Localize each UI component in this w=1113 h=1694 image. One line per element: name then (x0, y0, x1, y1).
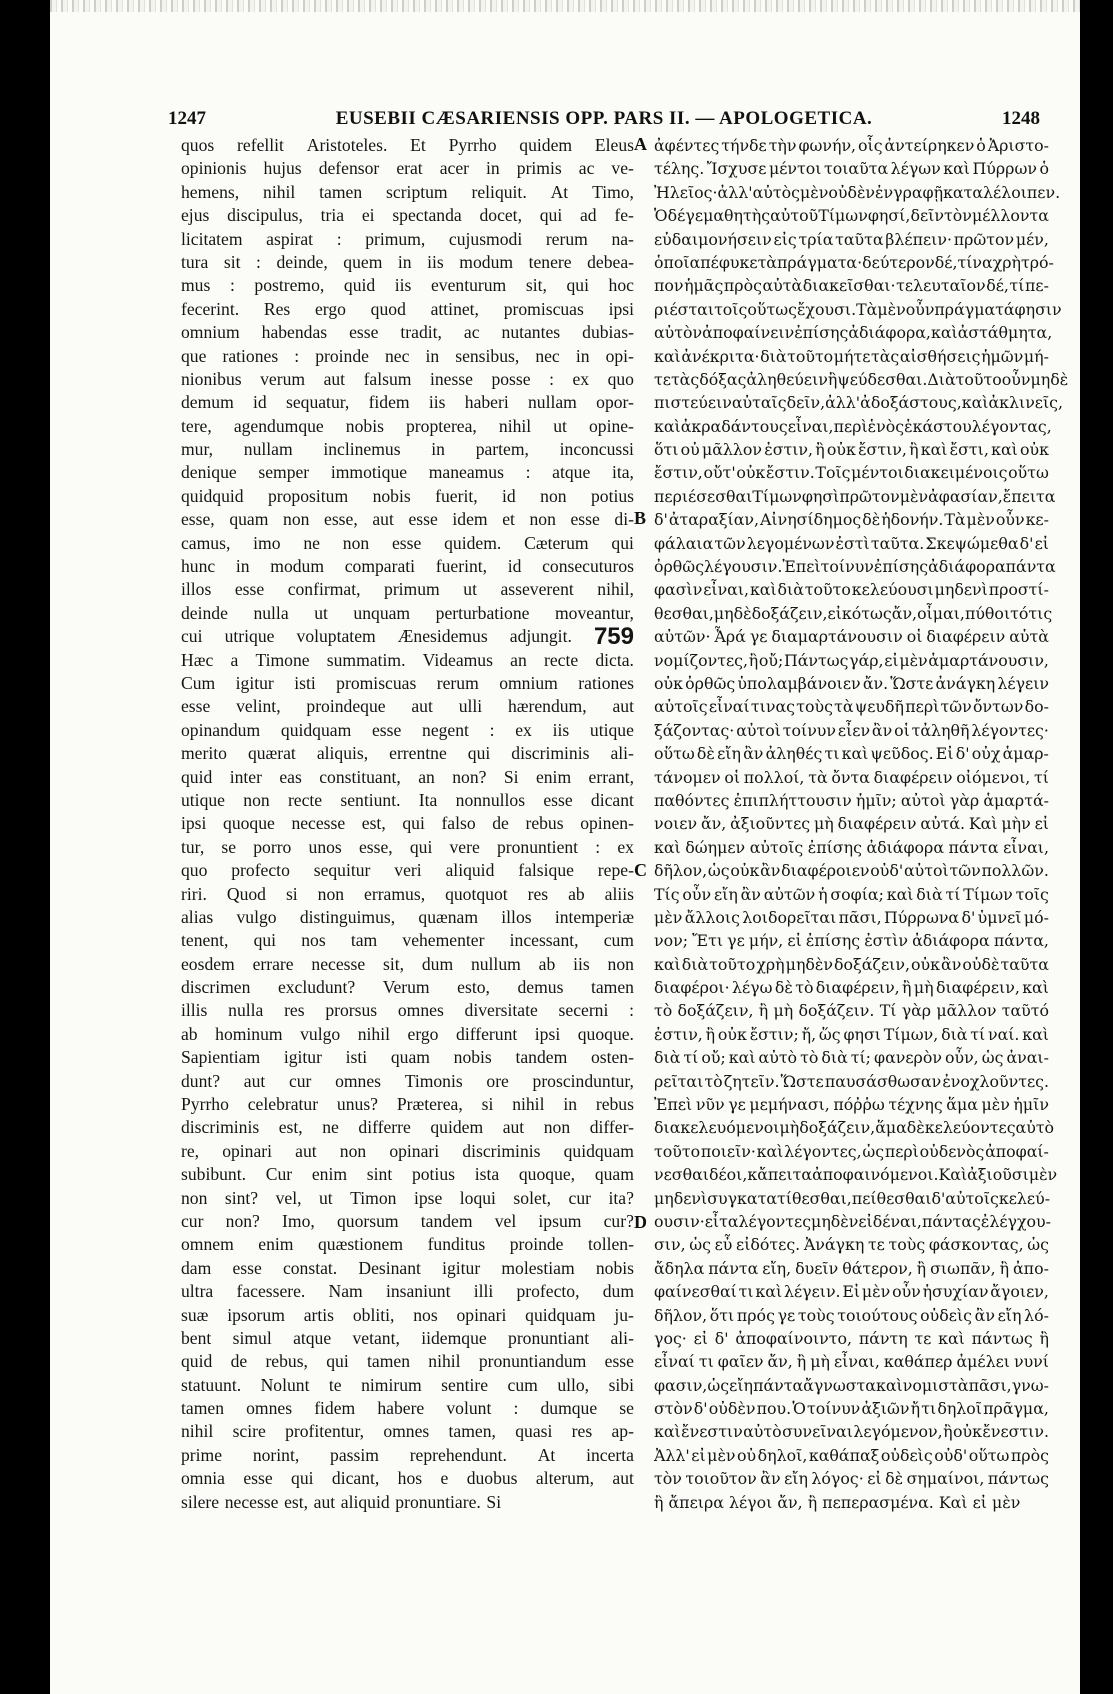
text-line: αὐτὸν ἀποφαίνειν ἐπίσης ἀδιάφορα, καὶ ἀστάθμητα, (654, 323, 1053, 343)
text-line: δῆλον, ὡς οὐκ ἂν διαφέροιεν οὐδ' αὐτοὶ τῶν πολλῶν. (654, 861, 1049, 881)
text-line: φαίνεσθαί τι καὶ λέγειν. Εἰ μὲν οὖν ἡσυχίαν ἄγοιεν, (654, 1282, 1049, 1302)
text-line: discriminis est, ne differre quidem aut non differ- (181, 1117, 634, 1138)
text-line: Pyrrho celebratur unus? Præterea, si nihil in rebus (181, 1094, 634, 1115)
text-line: esse, quam non esse, aut esse idem et non esse di- (181, 509, 634, 530)
text-line: opinandum quidquam esse negent : ex iis utique (181, 719, 634, 740)
text-line: ουσιν· εἶτα λέγοντες μηδὲν εἰδέναι, πάντας ἐλέγχου- (654, 1211, 1051, 1231)
text-line: διακελευόμενοι μὴ δοξάζειν, ἅμα δὲ κελεύοντες αὐτὸ (654, 1118, 1055, 1138)
text-line: mus : postremo, quid iis eventurum sit, qui hoc (181, 275, 634, 296)
text-line: ἔστιν, οὔτ' οὐκ ἔστιν. Τοῖς μέντοι διακειμένοις οὕτω (654, 463, 1049, 483)
running-header (168, 108, 1040, 134)
text-line: ἀφέντες τήνδε τὴν φωνήν, οἷς ἀντείρηκεν ὁ Ἀριστο- (654, 136, 1049, 155)
text-line: nihil scire profitentur, omnes tamen, quasi res ap- (181, 1421, 634, 1442)
text-line: Cum igitur isti promiscuas rerum omnium rationes (181, 672, 634, 693)
text-line: Ἠλεῖος· ἀλλ' αὐτὸς μὲν οὐδὲν ἐν γραφῇ καταλέλοιπεν. (654, 182, 1061, 202)
text-line: mur, nullam inclinemus in partem, inconcussi (181, 439, 634, 460)
page-number-left: 1247 (168, 108, 206, 129)
text-line: τέλης. Ἴσχυσε μέντοι τοιαῦτα λέγων καὶ Πύρρων ὁ (654, 159, 1049, 179)
text-line: στὸν δ' οὐδὲν που. Ὁ τοίνυν ἀξιῶν ἤ τι δηλοῖ πρᾶγμα, (654, 1399, 1049, 1419)
text-line: εὐδαιμονήσειν εἰς τρία ταῦτα βλέπειν· πρῶτον μέν, (654, 229, 1049, 249)
text-line: camus, imo ne non esse quidem. Cæterum qui (181, 532, 634, 553)
text-line: φάλαια τῶν λεγομένων ἐστὶ ταῦτα. Σκεψώμεθα δ' εἰ (654, 533, 1049, 553)
text-line: tere, agendumque nobis propterea, nihil ut opine- (181, 415, 634, 436)
text-line: ἄδηλα πάντα εἴη, δυεῖν θάτερον, ἢ σιωπᾶν, ἢ ἀπο- (654, 1258, 1049, 1278)
text-line: αὐτῶν· Ἆρά γε διαμαρτάνουσιν οἱ διαφέρειν αὐτὰ (654, 627, 1049, 647)
text-line: quidquid propositum nobis fuerit, id non potius (181, 485, 634, 506)
text-line: τοῦτο ποιεῖν· καὶ λέγοντες, ὡς περὶ οὐδενὸς ἀποφαί- (654, 1141, 1049, 1161)
text-line: καὶ διὰ τοῦτο χρὴ μηδὲν δοξάζειν, οὐκ ἂν οὐδὲ ταῦτα (654, 954, 1049, 974)
text-line: αὐτοῖς εἶναί τινας τοὺς τὰ ψευδῆ περὶ τῶν ὄντων δο- (654, 697, 1049, 717)
text-line: prime norint, passim reprehendunt. At incerta (181, 1444, 634, 1465)
text-line: quos refellit Aristoteles. Et Pyrrho quidem Eleus (181, 135, 634, 155)
marginal-number: 759 (593, 623, 634, 651)
text-line: denique semper immotique maneamus : atque ita, (181, 462, 634, 483)
text-line: τὸ δοξάζειν, ἢ μὴ δοξάζειν. Τί γὰρ μᾶλλον ταῦτό (654, 1001, 1049, 1021)
text-line: silere necesse est, aut aliquid pronuntiare. Si (181, 1491, 502, 1512)
document-page (50, 0, 1080, 1694)
text-line: σιν, ὡς εὖ εἰδότες. Ἀνάγκη τε τοὺς φάσκοντας, ὡς (654, 1235, 1049, 1255)
text-line: νοιεν ἄν, ἀξιοῦντες μὴ διαφέρειν αὐτά. Καὶ μὴν εἰ (654, 814, 1049, 834)
text-line: νεσθαι δέοι, κἄπειτα ἀποφαινόμενοι. Καὶ ἀξιοῦσι μὲν (654, 1165, 1058, 1185)
text-line: παθόντες ἐπιπλήττουσιν ἡμῖν; αὐτοὶ γὰρ ἁμαρτά- (654, 790, 1049, 810)
text-line: nionibus verum aut falsum inesse posse : ex quo (181, 368, 634, 389)
header-title: EUSEBII CÆSARIENSIS OPP. PARS II. — APOLOGETICA. (335, 108, 873, 129)
text-line: φασὶν εἶναι, καὶ διὰ τοῦτο κελεύουσι μηδενὶ προστί- (654, 580, 1049, 600)
text-line: τάνομεν οἱ πολλοί, τὰ ὄντα διαφέρειν οἰόμενοι, τί (654, 767, 1049, 787)
text-line: ριέσται τοῖς οὕτως ἔχουσι. Τὰ μὲν οὖν πράγματά φησιν (654, 299, 1062, 319)
text-line: ὅτι οὐ μᾶλλον ἐστιν, ἢ οὐκ ἔστιν, ἢ καὶ ἔστι, καὶ οὐκ (654, 440, 1049, 460)
text-line: tur, se porro unos esse, qui vere pronuntient : ex (181, 836, 634, 857)
text-line: tenent, qui nos tam vehementer incessant, cum (181, 930, 634, 951)
text-line: eosdem errare necesse sit, dum nullum ab iis non (181, 953, 634, 974)
text-line: διαφέροι· λέγω δὲ τὸ διαφέρειν, ἢ μὴ διαφέρειν, καὶ (654, 978, 1049, 998)
text-line: re, opinari aut non opinari discriminis quidquam (181, 1140, 634, 1161)
text-line: opinionis hujus defensor erat acer in primis ac ve- (181, 158, 634, 179)
margin-letter-d: D (634, 1212, 647, 1232)
text-line: καὶ ἔνεστιν αὐτὸ συνεῖναι λεγόμενον, ἢ οὐκ ἔνεστιν. (654, 1422, 1049, 1442)
page-number-right: 1248 (1001, 108, 1040, 129)
text-line: dunt? aut cur omnes Timonis ore proscinduntur, (181, 1070, 634, 1091)
text-line: tura sit : deinde, quem in iis modum tenere debea- (181, 251, 634, 272)
text-line: μὲν ἄλλοις λοιδορεῖται πᾶσι, Πύρρωνα δ' ὑμνεῖ μό- (654, 907, 1049, 927)
text-line: ἐστιν, ἢ οὐκ ἔστιν; ἤ, ὥς φησι Τίμων, διὰ τί ναί. καὶ (654, 1024, 1049, 1044)
text-line: omnem enim quæstionem funditus proinde tollen- (181, 1234, 634, 1255)
text-line: merito quærat aliquis, errentne qui discriminis ali- (181, 743, 634, 764)
scan-edge-noise (50, 0, 1080, 12)
text-line: εἶναί τι φαῖεν ἄν, ἢ μὴ εἶναι, καθάπερ ἀμέλει νυνί (654, 1352, 1049, 1372)
text-line: Ἀλλ' εἰ μὲν οὐ δηλοῖ, καθάπαξ οὐδεὶς οὐδ' οὕτω πρὸς (654, 1445, 1049, 1465)
text-line: καὶ ἀκραδάντους εἶναι, περὶ ἑνὸς ἑκάστου λέγοντας, (654, 416, 1052, 436)
text-line: Τίς οὖν εἴη ἂν αὐτῶν ἡ σοφία; καὶ διὰ τί Τίμων τοῖς (654, 884, 1049, 904)
text-line: esse velint, proindeque aut ulli hærendum, aut (181, 696, 634, 717)
text-line: utique non recte sentiunt. Ita nonnullos esse dicant (181, 789, 634, 810)
text-line: ρεῖται τὸ ζητεῖν. Ὥστε παυσάσθωσαν ἐνοχλοῦντες. (654, 1071, 1049, 1091)
text-line: διὰ τί οὔ; καὶ αὐτὸ τὸ διὰ τί; φανερὸν οὖν, ὡς ἀναι- (654, 1048, 1049, 1068)
text-line: ultra facessere. Nam insaniunt illi profecto, dum (181, 1281, 634, 1302)
text-line: deinde nulla ut unquam perturbatione moveantur, (181, 602, 634, 623)
text-line: οὕτω δὲ εἴη ἂν ἀληθές τι καὶ ψεῦδος. Εἰ δ' οὐχ ἁμαρ- (654, 744, 1049, 764)
text-line: καὶ δώημεν αὐτοῖς ἐπίσης ἀδιάφορα πάντα εἶναι, (654, 837, 1049, 857)
text-line: omnia esse qui dicant, hos e duobus alterum, aut (181, 1468, 634, 1489)
text-line: illos esse confirmat, primum ut asseverent nihil, (181, 579, 634, 600)
text-line: suæ ipsorum artis obliti, nos opinari quidquam ju- (181, 1304, 634, 1325)
text-line: θεσθαι, μηδὲ δοξάζειν, εἰκότως ἄν, οἶμαι, πύθοιτό τις (654, 603, 1053, 623)
text-line: πον ἡμᾶς πρὸς αὐτὰ διακεῖσθαι· τελευταῖον δέ, τί πε- (654, 276, 1049, 296)
text-line: ξάζοντας· αὐτοὶ τοίνυν εἶεν ἂν οἱ τἀληθῆ λέγοντες· (654, 720, 1049, 740)
margin-letter-c: C (634, 860, 647, 880)
text-line: hemens, nihil tamen scriptum reliquit. At Timo, (181, 181, 634, 202)
text-line: ὀρθῶς λέγουσιν. Ἐπεὶ τοίνυν ἐπίσης ἀδιάφορα πάντα (654, 557, 1056, 577)
text-line: οὐκ ὀρθῶς ὑπολαμβάνοιεν ἄν. Ὥστε ἀνάγκη λέγειν (654, 673, 1049, 693)
text-line: περιέσεσθαι Τίμων φησὶ πρῶτον μὲν ἀφασίαν, ἔπειτα (654, 486, 1056, 506)
text-line: Ἐπεὶ νῦν γε μεμήνασι, πόῤῥω τέχνης ἅμα μὲν ἡμῖν (654, 1095, 1049, 1115)
text-line: cui utrique voluptatem Ænesidemus adjungit. 759 (181, 623, 634, 651)
text-line: discrimen excludunt? Verum esto, demus tamen (181, 977, 634, 998)
text-line: cur non? Imo, quorsum tandem vel ipsum cur? (181, 1210, 634, 1231)
text-line: τὸν τοιοῦτον ἂν εἴη λόγος· εἰ δὲ σημαίνοι, πάντως (654, 1469, 1049, 1489)
text-line: Sapientiam igitur isti quam nobis tandem osten- (181, 1047, 634, 1068)
text-line: hunc in modum comparati fuerint, id consecuturos (181, 556, 634, 577)
text-line: statuunt. Nolunt te nimirum sentire cum ullo, sibi (181, 1374, 634, 1395)
text-line: alias vulgo distinguimus, quænam illos intemperiæ (181, 906, 634, 927)
text-line: Ὁ δέ γε μαθητὴς αὐτοῦ Τίμων φησί, δεῖν τὸν μέλλοντα (654, 206, 1049, 226)
text-line: ab hominum vulgo nihil ergo differunt ipsi quoque. (181, 1023, 634, 1044)
text-line: καὶ ἀνέκριτα· διὰ τοῦτο μήτε τὰς αἰσθήσεις ἡμῶν μή- (654, 346, 1049, 366)
text-line: fecerint. Res ergo quod attinet, promiscuas ipsi (181, 298, 634, 319)
text-line: ὁποῖα πέφυκε τὰ πράγματα· δεύτερον δέ, τίνα χρὴ τρό- (654, 252, 1054, 272)
text-line: ejus discipulus, tria ei spectanda docet, qui ad fe- (181, 205, 634, 226)
text-line: δῆλον, ὅτι πρός γε τοὺς τοιούτους οὐδεὶς ἂν εἴη λό- (654, 1305, 1049, 1325)
text-line: riri. Quod si non erramus, quotquot res ab aliis (181, 883, 634, 904)
text-line: νομίζοντες, ἢ οὔ; Πάντως γάρ, εἰ μὲν ἁμαρτάνουσιν, (654, 650, 1049, 670)
text-line: δ' ἀταραξίαν, Αἰνησίδημος δὲ ἡδονήν. Τὰ μὲν οὖν κε- (654, 510, 1049, 530)
text-line: τε τὰς δόξας ἀληθεύειν ἢ ψεύδεσθαι. Διὰ τοῦτο οὖν μηδὲ (654, 369, 1069, 389)
text-line: ἢ ἄπειρα λέγοι ἄν, ἢ πεπερασμένα. Καὶ εἰ μὲν (654, 1492, 1021, 1512)
margin-letter-a: A (634, 134, 647, 154)
text-line: non sint? vel, ut Timon ipse loqui solet, cur ita? (181, 1187, 634, 1208)
text-line: quo profecto sequitur veri aliquid falsique repe- (181, 860, 634, 881)
text-line: πιστεύειν αὐταῖς δεῖν, ἀλλ' ἀδοξάστους, καὶ ἀκλινεῖς, (654, 393, 1064, 413)
text-line: omnium habendas esse tradit, ac nutantes dubias- (181, 322, 634, 343)
margin-letter-b: B (634, 508, 647, 528)
text-line: bent simul atque vetant, iidemque pronuntiant ali- (181, 1327, 634, 1348)
text-line: Hæc a Timone summatim. Videamus an recte dicta. (181, 649, 634, 670)
text-line: νον; Ἔτι γε μήν, εἰ ἐπίσης ἐστὶν ἀδιάφορα πάντα, (654, 931, 1049, 951)
text-line: ipsi quoque necesse est, qui falso de rebus opinen- (181, 813, 634, 834)
text-line: dam esse constat. Desinant igitur molestiam nobis (181, 1257, 634, 1278)
text-line: demum id sequatur, fidem iis haberi nullam opor- (181, 392, 634, 413)
text-line: que rationes : proinde nec in sensibus, nec in opi- (181, 345, 634, 366)
text-line: μηδενὶ συγκατατίθεσθαι, πείθεσθαι δ' αὐτοῖς κελεύ- (654, 1188, 1051, 1208)
text-line: quid de rebus, qui tamen nihil pronuntiandum esse (181, 1351, 634, 1372)
latin-column (181, 134, 634, 1514)
text-line: licitatem aspirat : primum, cujusmodi rerum na- (181, 228, 634, 249)
text-line: γος· εἰ δ' ἀποφαίνοιντο, πάντη τε καὶ πάντως ἢ (654, 1328, 1049, 1348)
text-line: φασιν, ὡς εἴη πάντα ἄγνωστα καὶ νομιστὰ πᾶσι, γνω- (654, 1375, 1049, 1395)
text-line: quid inter eas constituant, an non? Si enim errant, (181, 766, 634, 787)
text-line: tamen omnes fidem habere volunt : dumque se (181, 1398, 634, 1419)
text-line: illis nulla res prorsus omnes diversitate secerni : (181, 1000, 634, 1021)
greek-column (654, 134, 1069, 1514)
text-line: subibunt. Cur enim sint potius ista quoque, quam (181, 1164, 634, 1185)
